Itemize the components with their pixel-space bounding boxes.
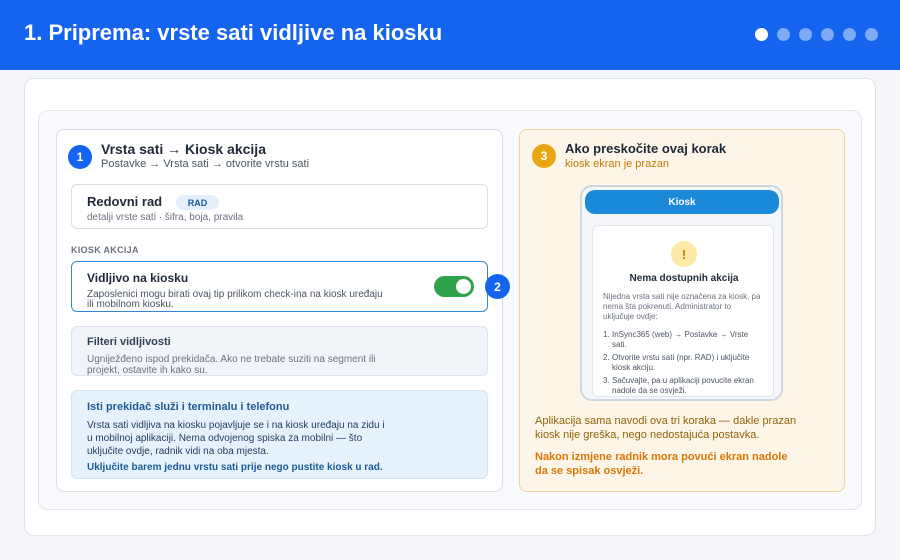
empty-state-card [592, 225, 774, 397]
hour-type-name: Redovni rad [87, 194, 163, 209]
skip-emphasis: Nakon izmjene radnik mora povući ekran nadole da se spisak osvježi. [535, 451, 788, 477]
phone-mockup [580, 185, 783, 401]
header-bar [0, 0, 900, 70]
kiosk-header-bar: Kiosk [585, 190, 779, 214]
progress-dot-4[interactable] [821, 28, 834, 41]
warning-icon: ! [671, 241, 697, 267]
hour-type-details: detalji vrste sati · šifra, boja, pravila [87, 212, 244, 223]
info-card-emphasis: Uključite barem jednu vrstu sati prije nego pustite kiosk u rad. [87, 462, 383, 473]
list-item: 2. Otvorite vrstu sati (npr. RAD) i uključite kiosk akciju. [603, 353, 750, 372]
list-item: 1. InSync365 (web) → Postavke → Vrste sati. [603, 330, 749, 349]
hour-type-card[interactable] [71, 184, 488, 229]
step-badge-1: 1 [68, 145, 92, 169]
progress-dot-2[interactable] [777, 28, 790, 41]
step-badge-2: 2 [485, 274, 510, 299]
toggle-knob [456, 279, 471, 294]
visible-on-kiosk-toggle[interactable] [434, 276, 474, 297]
progress-dot-3[interactable] [799, 28, 812, 41]
visibility-filters-description: Ugniježđeno ispod prekidača. Ako ne trebate suziti na segment ili projekt, ostavite ih kako su. [87, 354, 376, 376]
progress-dots [755, 28, 878, 41]
shared-toggle-info-card [71, 390, 488, 479]
visible-on-kiosk-label: Vidljivo na kiosku [87, 271, 189, 285]
empty-state-title: Nema dostupnih akcija [629, 273, 739, 284]
step-badge-3: 3 [532, 144, 556, 168]
info-card-title: Isti prekidač služi i terminalu i telefonu [87, 401, 290, 413]
settings-breadcrumb: Postavke → Vrsta sati → otvorite vrstu sati [101, 158, 310, 170]
visibility-filters-card[interactable] [71, 326, 488, 376]
empty-state-text: Nijedna vrsta sati nije označena za kiosk, pa nema šta pokrenuti. Administrator to uključuje ovdje: [603, 292, 761, 321]
list-item: 3. Sačuvajte, pa u aplikaciji povucite ekran nadole da se osvježi. [603, 376, 754, 395]
visible-on-kiosk-description: Zaposlenici mogu birati ovaj tip prilikom check-ina na kiosk uređaju ili mobilnom kiosku. [87, 289, 383, 310]
kiosk-action-section-label: KIOSK AKCIJA [71, 245, 139, 255]
visibility-filters-title: Filteri vidljivosti [87, 336, 171, 348]
page-title: 1. Priprema: vrste sati vidljive na kiosku [24, 20, 443, 45]
progress-dot-5[interactable] [843, 28, 856, 41]
progress-dot-6[interactable] [865, 28, 878, 41]
settings-title: Vrsta sati → Kiosk akcija [101, 141, 266, 157]
skip-explanation: Aplikacija sama navodi ova tri koraka — dakle prazan kiosk nije greška, nego nedostajuća postavka. [535, 415, 797, 441]
info-card-description: Vrsta sati vidljiva na kiosku pojavljuje se i na kiosk uređaju na zidu i u mobilnoj aplikaciji. Nema odvojenog spiska za mobilni — što uključite ovdje, radnik vidi na oba mjesta. [87, 420, 385, 457]
visible-on-kiosk-card [71, 261, 488, 312]
progress-dot-1[interactable] [755, 28, 768, 41]
skip-title: Ako preskočite ovaj korak [565, 141, 727, 156]
skip-subtitle: kiosk ekran je prazan [565, 158, 669, 170]
empty-state-steps [603, 330, 765, 399]
hour-type-code-badge: RAD [176, 195, 219, 210]
